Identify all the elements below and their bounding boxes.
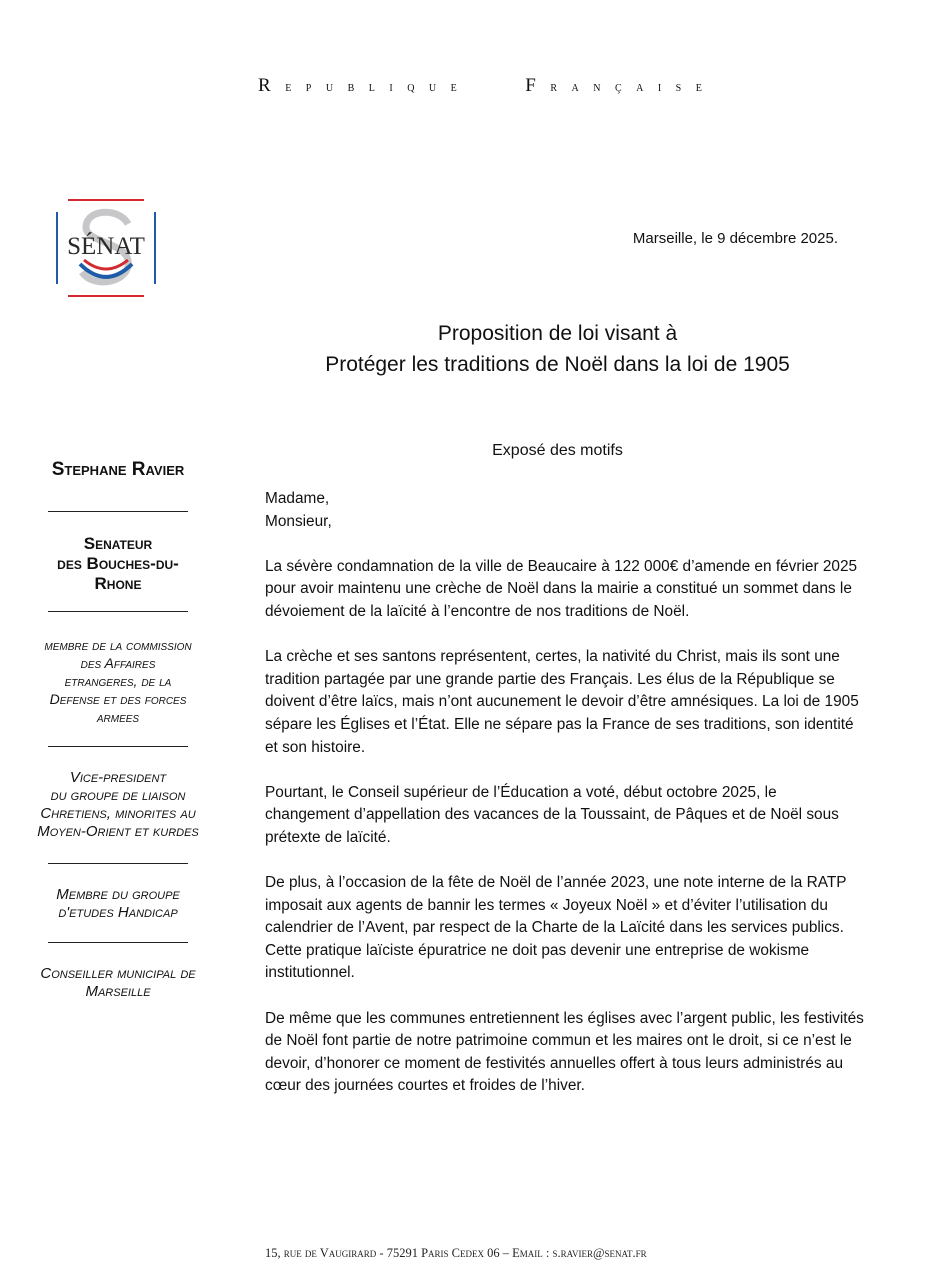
senat-logo — [54, 198, 158, 298]
expose-des-motifs-heading: Exposé des motifs — [492, 442, 623, 459]
commission-line: armees — [96, 709, 140, 725]
proposal-title — [265, 318, 850, 380]
header-word-francaise: rançaise — [550, 80, 717, 95]
commission-line: membre de la commission — [44, 637, 192, 653]
commission-line: Defense et des forces — [49, 691, 187, 707]
paragraph: La crèche et ses santons représentent, certes, la nativité du Christ, mais ils sont une tradition partagée par une grande partie des Français. Les élus de la République se doivent d’être laïcs, mais n’ont aucunement le devoir d’être amnésiques. La loi de 1905 sépare les Églises et l’État. Elle ne sépare pas la France de ses traditions, son identité et son histoire. — [265, 648, 859, 756]
senat-logo-icon — [54, 198, 158, 298]
salutation — [265, 488, 865, 533]
svg-text:SÉNAT: SÉNAT — [67, 233, 145, 260]
header-word-republique: epublique — [285, 80, 472, 95]
role-line: des Bouches-du- — [57, 554, 179, 573]
role-line: Rhone — [94, 574, 142, 593]
handicap-line: d'etudes Handicap — [58, 904, 178, 921]
paragraph: De plus, à l’occasion de la fête de Noël de l’année 2023, une note interne de la RATP imposait aux agents de bannir les termes « Joyeux Noël » et d’éviter l’utilisation du calendrier de l’Avent, par respect de la Charte de la Laïcité dans les services publics. — [265, 874, 847, 937]
vice-president-role — [18, 769, 218, 841]
header-initial-f: F — [525, 75, 551, 96]
paragraph: Cette pratique laïciste épuratrice ne doit pas devenir une entreprise de wokisme institutionnel. — [265, 941, 810, 982]
commission-line: des Affaires — [80, 655, 156, 671]
header-initial-r: R — [258, 75, 286, 96]
vice-president-line: Vice-president — [69, 769, 167, 786]
vice-president-line: Chretiens, minorites au — [40, 805, 196, 822]
paragraph: La sévère condamnation de la ville de Beaucaire à 122 000€ d’amende en février 2025 pour avoir maintenu une crèche de Noël dans la mairie a constitué un sommet dans le dévoiement de la laïcité à l’encontre de nos traditions de Noël. — [265, 557, 858, 620]
senator-role — [18, 534, 218, 594]
conseiller-line: Conseiller municipal de — [40, 965, 196, 982]
title-line-2: Protéger les traditions de Noël dans la loi de 1905 — [325, 353, 790, 376]
handicap-group-membership — [18, 886, 218, 922]
conseiller-line: Marseille — [85, 983, 151, 1000]
letter-date: Marseille, le 9 décembre 2025. — [632, 230, 838, 247]
role-line: Senateur — [83, 534, 153, 553]
municipal-councillor-role — [18, 965, 218, 1001]
title-line-1: Proposition de loi visant à — [437, 322, 678, 345]
handicap-line: Membre du groupe — [56, 886, 180, 903]
vice-president-line: Moyen-Orient et kurdes — [37, 823, 199, 840]
paragraph: De même que les communes entretiennent les églises avec l’argent public, les festivités de Noël font partie de notre patrimoine commun et les maires ont le droit, si ce n’est le devoir, d’honorer ce moment de festivités annuelles offert à tous leurs administrés au cœur des journées courtes et froides de l’hiver. — [265, 1009, 864, 1095]
footer-address: 15, rue de Vaugirard - 75291 Paris Cedex 06 – Email : s.ravier@senat.fr — [265, 1246, 647, 1260]
republique-francaise-header — [258, 75, 838, 97]
senator-name: Stephane Ravier — [51, 459, 185, 480]
vice-president-line: du groupe de liaison — [50, 787, 186, 804]
letter-body — [265, 488, 865, 1121]
salutation-monsieur: Monsieur, — [265, 512, 332, 530]
commission-membership — [18, 636, 218, 726]
commission-line: etrangeres, de la — [64, 673, 172, 689]
paragraph: Pourtant, le Conseil supérieur de l’Éducation a voté, début octobre 2025, le changement d’appellation des vacances de la Toussaint, de Pâques et de Noël sous prétexte de laïcité. — [265, 783, 839, 846]
senator-sidebar — [18, 458, 218, 1001]
salutation-madame: Madame, — [265, 490, 330, 507]
